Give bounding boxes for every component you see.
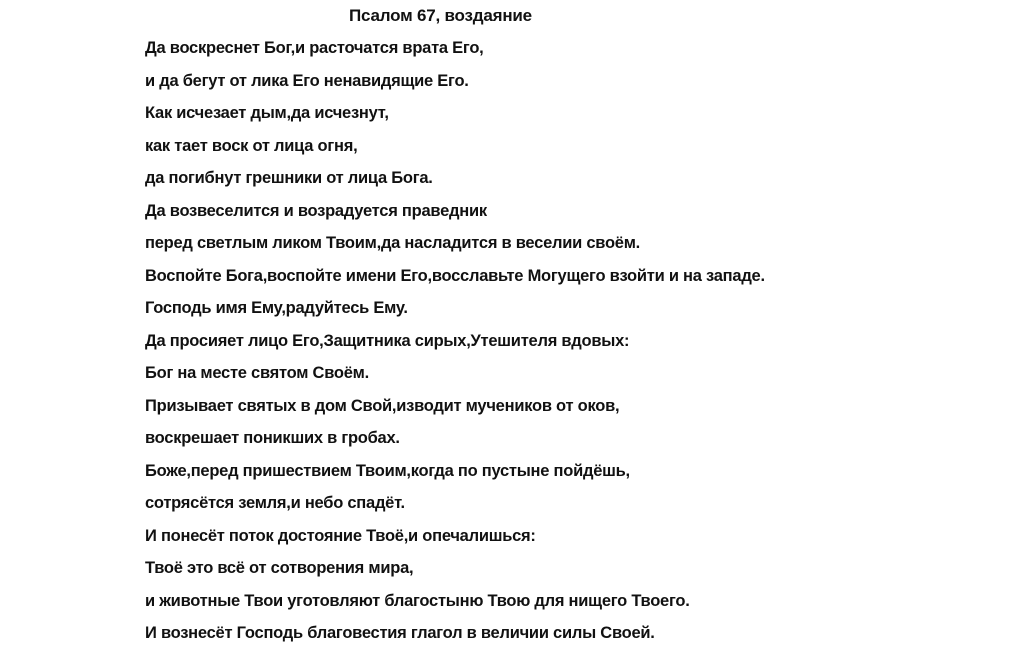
psalm-line: Боже,перед пришествием Твоим,когда по пустыне пойдёшь, <box>145 461 630 480</box>
psalm-line: как тает воск от лица огня, <box>145 136 358 155</box>
psalm-line: Да возвеселится и возрадуется праведник <box>145 201 487 220</box>
psalm-line: Воспойте Бога,воспойте имени Его,восславьте Могущего взойти и на западе. <box>145 266 765 285</box>
psalm-line: воскрешает поникших в гробах. <box>145 429 400 447</box>
psalm-line: Твоё это всё от сотворения мира, <box>145 559 414 577</box>
psalm-line: и да бегут от лика Его ненавидящие Его. <box>145 71 469 90</box>
psalm-line: и животные Твои уготовляют благостыню Твою для нищего Твоего. <box>145 591 690 610</box>
psalm-line: И вознесёт Господь благовестия глагол в величии силы Своей. <box>145 624 655 642</box>
psalm-line: перед светлым ликом Твоим,да насладится в веселии своём. <box>145 234 640 252</box>
psalm-line: Господь имя Ему,радуйтесь Ему. <box>145 299 408 317</box>
psalm-line: да погибнут грешники от лица Бога. <box>145 169 433 187</box>
psalm-line: Да воскреснет Бог,и расточатся врата Его, <box>145 39 484 57</box>
psalm-text <box>145 36 765 654</box>
psalm-line: сотрясётся земля,и небо спадёт. <box>145 494 405 512</box>
psalm-line: И понесёт поток достояние Твоё,и опечалишься: <box>145 526 536 545</box>
psalm-title: Псалом 67, воздаяние <box>349 6 532 25</box>
psalm-line: Как исчезает дым,да исчезнут, <box>145 104 389 122</box>
psalm-line: Призывает святых в дом Свой,изводит мучеников от оков, <box>145 396 620 415</box>
psalm-line: Да просияет лицо Его,Защитника сирых,Утешителя вдовых: <box>145 331 630 350</box>
psalm-line: Бог на месте святом Своём. <box>145 364 369 382</box>
